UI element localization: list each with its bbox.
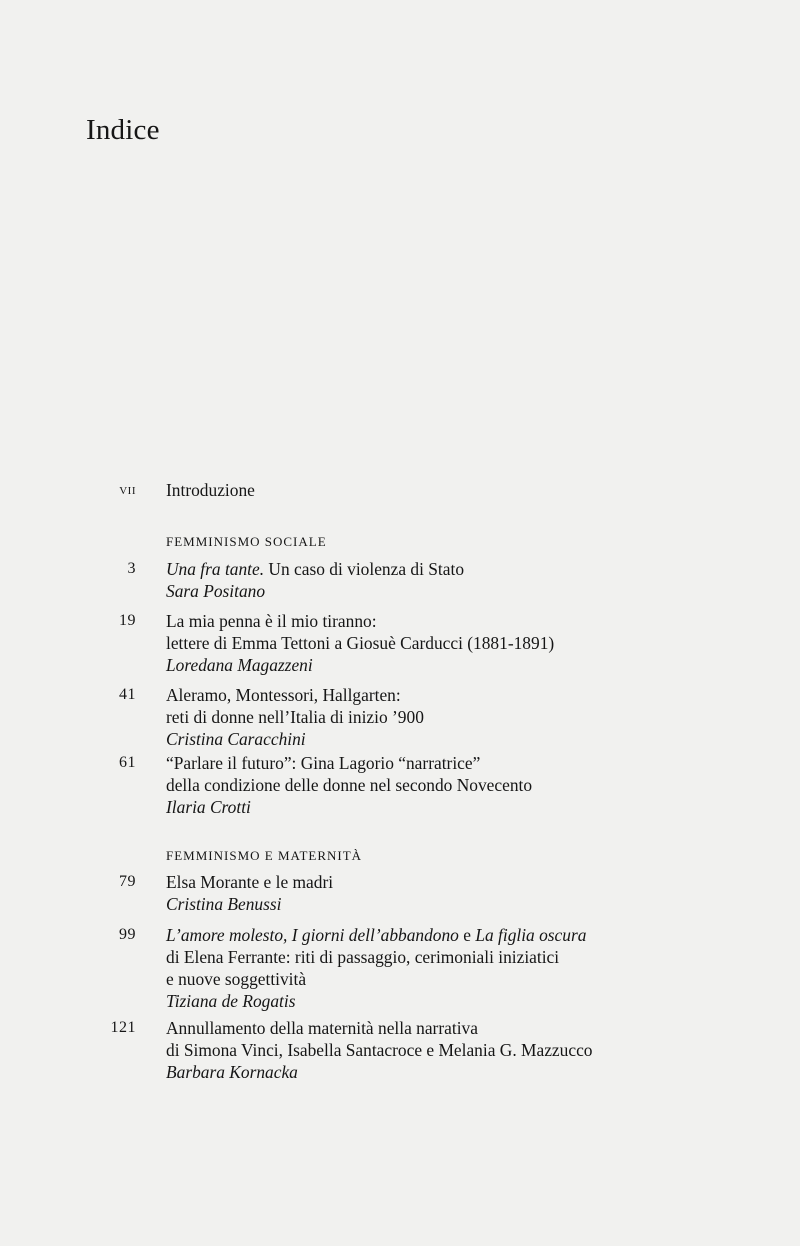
page-number: 41 xyxy=(119,686,136,703)
entry-title xyxy=(166,558,726,580)
page-number: 19 xyxy=(119,612,136,629)
page-title: Indice xyxy=(86,114,160,146)
entry-author: Sara Positano xyxy=(166,581,266,601)
entry-author: Ilaria Crotti xyxy=(166,797,251,817)
entry-title-line xyxy=(166,924,726,946)
entry-title-line: Aleramo, Montessori, Hallgarten: xyxy=(166,685,401,705)
entry-title-italic: La figlia oscura xyxy=(475,925,587,945)
entry-title-line: Annullamento della maternità nella narrativa xyxy=(166,1018,478,1038)
page-number: vii xyxy=(119,481,136,498)
section-heading-femminismo-sociale: FEMMINISMO SOCIALE xyxy=(166,534,327,549)
entry-title-line: Elsa Morante e le madri xyxy=(166,872,334,892)
entry-author: Cristina Caracchini xyxy=(166,729,306,749)
entry-title-italic: Una fra tante. xyxy=(166,559,265,579)
entry-title-line: di Simona Vinci, Isabella Santacroce e Melania G. Mazzucco xyxy=(166,1040,593,1060)
entry-title-line: reti di donne nell’Italia di inizio ’900 xyxy=(166,707,424,727)
entry-title-line: lettere di Emma Tettoni a Giosuè Carducci (1881-1891) xyxy=(166,633,555,653)
entry-title: Introduzione xyxy=(166,480,255,500)
entry-title-line: e nuove soggettività xyxy=(166,969,307,989)
entry-title-line: La mia penna è il mio tiranno: xyxy=(166,611,377,631)
page-number: 99 xyxy=(119,926,136,943)
entry-author: Barbara Kornacka xyxy=(166,1062,298,1082)
page-number: 79 xyxy=(119,873,136,890)
entry-title-rest: Un caso di violenza di Stato xyxy=(264,559,465,579)
entry-author: Tiziana de Rogatis xyxy=(166,991,296,1011)
section-heading-femminismo-e-maternita: FEMMINISMO E MATERNITÀ xyxy=(166,848,363,863)
entry-author: Loredana Magazzeni xyxy=(166,655,313,675)
page-number: 3 xyxy=(127,560,136,577)
entry-title-italic: L’amore molesto, I giorni dell’abbandono xyxy=(166,925,459,945)
entry-title-conjunction: e xyxy=(458,925,476,945)
entry-author: Cristina Benussi xyxy=(166,894,282,914)
entry-title-line: della condizione delle donne nel secondo Novecento xyxy=(166,775,533,795)
page-number: 121 xyxy=(110,1019,136,1036)
entry-title-line: “Parlare il futuro”: Gina Lagorio “narratrice” xyxy=(166,753,481,773)
entry-title-line: di Elena Ferrante: riti di passaggio, cerimoniali iniziatici xyxy=(166,947,560,967)
page-number: 61 xyxy=(119,754,136,771)
